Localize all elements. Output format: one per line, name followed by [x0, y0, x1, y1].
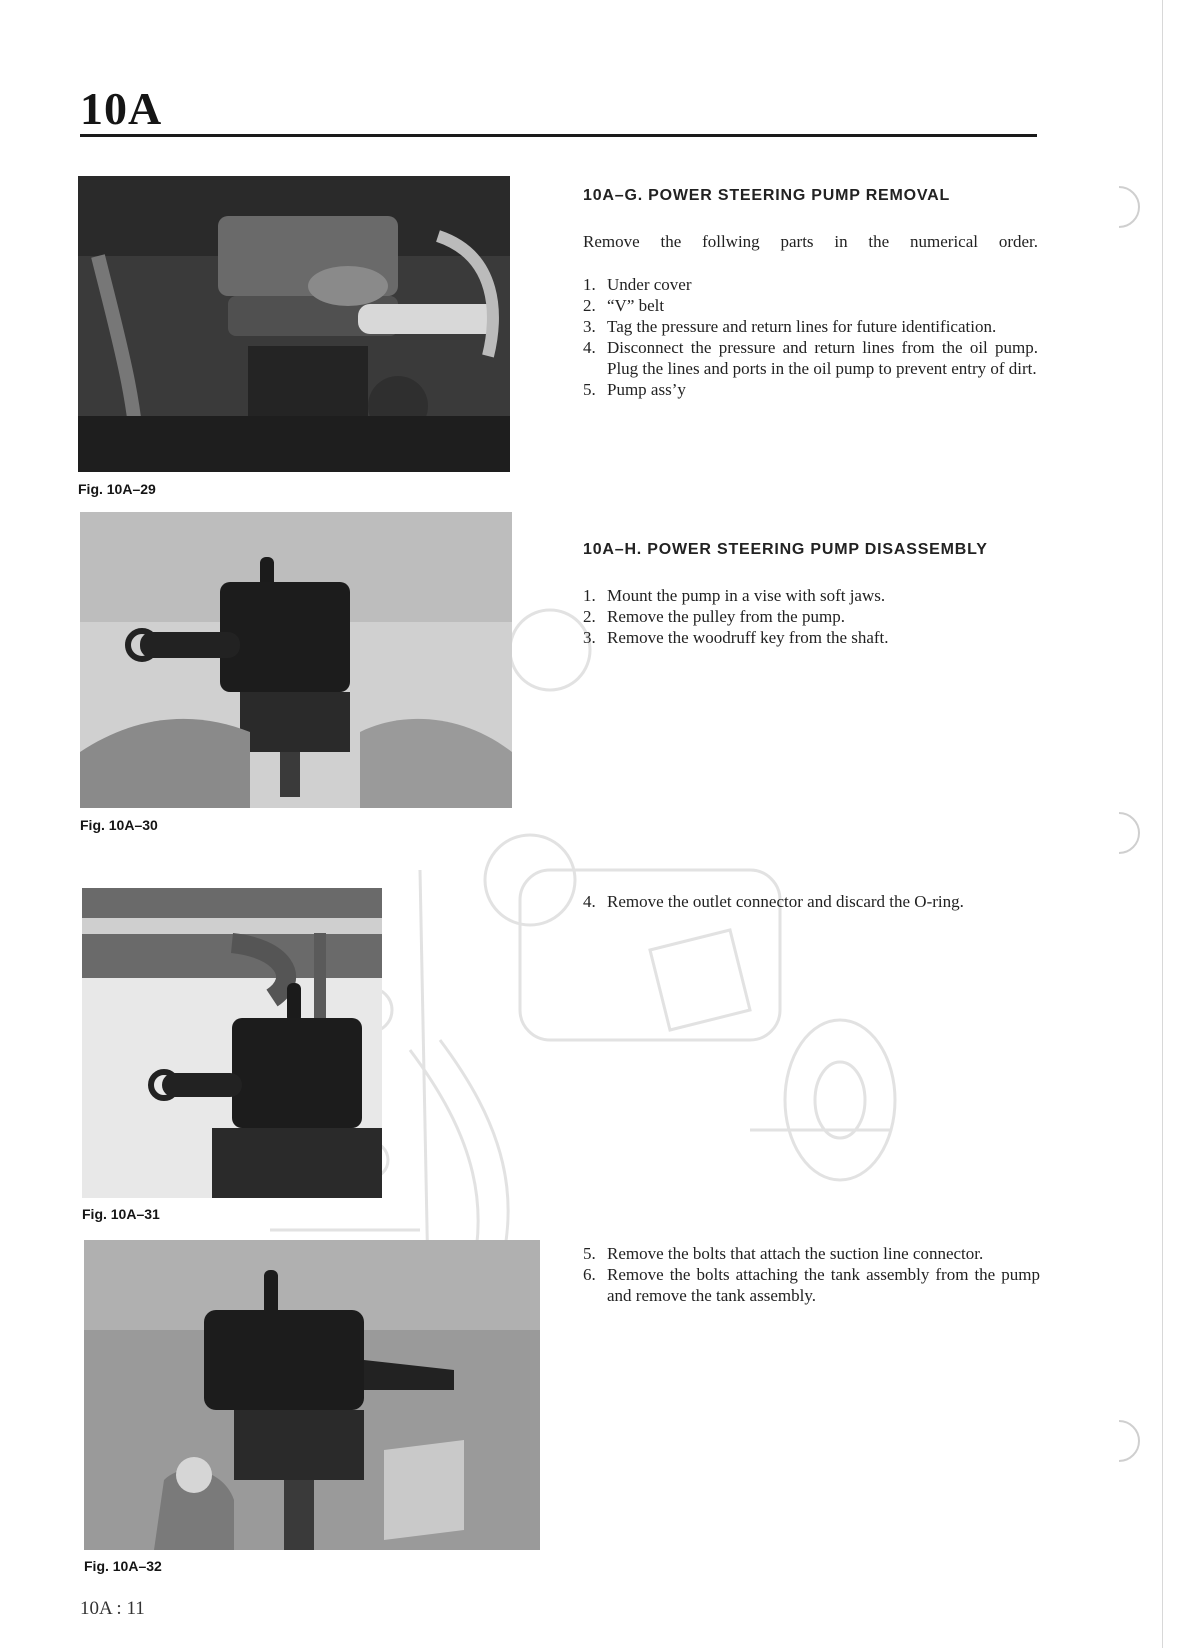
disassembly-steps-c: [583, 1243, 1040, 1306]
list-item: 4. Remove the outlet connector and discard the O-ring.: [583, 892, 964, 911]
removal-steps: [583, 274, 1038, 400]
punch-hole-mark: [1098, 1420, 1140, 1462]
section-number: 10A: [80, 83, 163, 134]
page-number: 10A : 11: [80, 1598, 145, 1619]
figure-32-photo: [84, 1240, 540, 1550]
socket-wrench-photo-icon: [82, 888, 382, 1198]
tank-removal-photo-icon: [84, 1240, 540, 1550]
list-item: 4. Disconnect the pressure and return lines from the oil pump. Plug the lines and ports in the oil pump to prevent entry of dirt.: [583, 338, 1038, 378]
pump-in-vise-photo-icon: [80, 512, 512, 808]
list-item: 5. Pump ass’y: [583, 380, 686, 399]
header-rule: [80, 134, 1037, 137]
list-item: 3. Remove the woodruff key from the shaft.: [583, 628, 889, 647]
punch-hole-mark: [1098, 812, 1140, 854]
removal-intro: Remove the follwing parts in the numerical order.: [583, 232, 1038, 251]
disassembly-steps: [583, 585, 1038, 648]
list-item: 2. Remove the pulley from the pump.: [583, 607, 845, 626]
engine-bay-photo-icon: [78, 176, 510, 472]
binding-margin-line: [1162, 0, 1163, 1648]
removal-heading: 10A–G. POWER STEERING PUMP REMOVAL: [583, 187, 951, 204]
list-item: 6. Remove the bolts attaching the tank assembly from the pump and remove the tank assembly.: [583, 1265, 1040, 1305]
list-item: 1. Mount the pump in a vise with soft jaws.: [583, 586, 886, 605]
disassembly-steps-b: [583, 891, 1043, 912]
figure-30-photo: [80, 512, 512, 808]
list-item: 2. “V” belt: [583, 296, 665, 315]
list-item: 5. Remove the bolts that attach the suction line connector.: [583, 1244, 984, 1263]
list-item: 3. Tag the pressure and return lines for future identification.: [583, 317, 997, 336]
figure-31-photo: [82, 888, 382, 1198]
punch-hole-mark: [1098, 186, 1140, 228]
list-item: 1. Under cover: [583, 275, 692, 294]
figure-29-photo: [78, 176, 510, 472]
figure-32-caption: Fig. 10A–32: [84, 1558, 162, 1574]
figure-29-caption: Fig. 10A–29: [78, 481, 156, 497]
disassembly-heading: 10A–H. POWER STEERING PUMP DISASSEMBLY: [583, 541, 988, 558]
figure-30-caption: Fig. 10A–30: [80, 817, 158, 833]
figure-31-caption: Fig. 10A–31: [82, 1206, 160, 1222]
